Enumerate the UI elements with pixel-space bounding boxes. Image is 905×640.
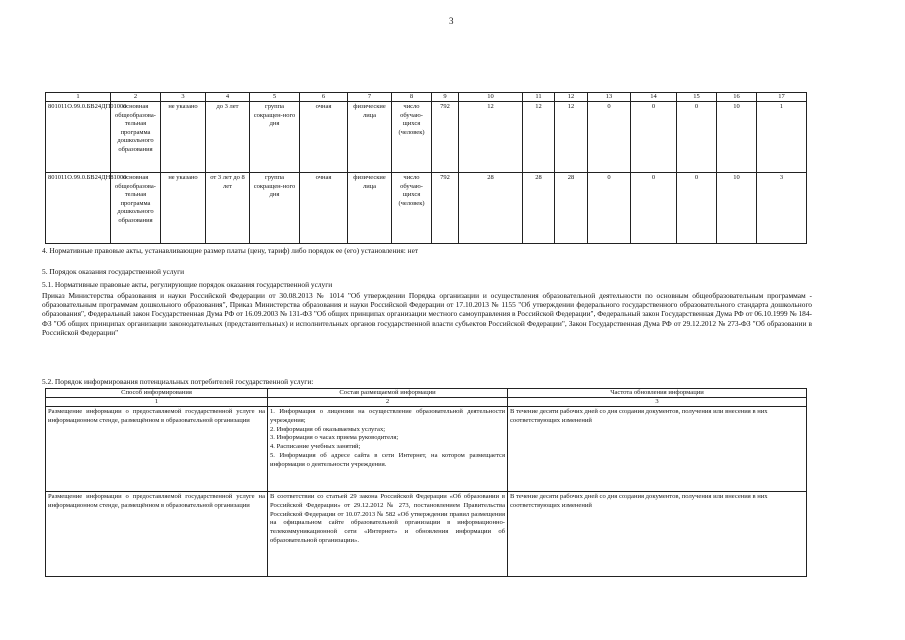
- table-cell: основная общеобразова-тельная программа дошкольного образования: [111, 102, 161, 173]
- table-header-cell: 1: [46, 93, 111, 102]
- table-cell: не указано: [161, 173, 206, 244]
- table-header-cell: 10: [459, 93, 523, 102]
- table-header-row: [46, 93, 807, 102]
- table-number-row: [46, 398, 807, 407]
- table-cell: основная общеобразова-тельная программа дошкольного образования: [111, 173, 161, 244]
- page-number: 3: [449, 16, 454, 26]
- table-cell: 801011О.99.0.БВ24ДП01000: [46, 102, 111, 173]
- table-header-cell: 2: [268, 398, 508, 407]
- table-header-cell: 11: [523, 93, 555, 102]
- table-cell: от 3 лет до 8 лет: [206, 173, 250, 244]
- table-cell-content: В соответствии со статьей 29 закона Российской Федерации «Об образовании в Российской Федерации» от 29.12.2012 № 273, постановлением Правительства Российской Федерации от 10.07.2013 № 582 «Об утверждении правил размещения на официальном сайте образовательной организации в информационно-телекоммуникационной сети «Интернет» и обновления информации об образовательной организации».: [268, 492, 508, 577]
- table-header-cell: 1: [46, 398, 268, 407]
- table-cell: очная: [300, 102, 348, 173]
- table-cell: 0: [631, 173, 677, 244]
- table-cell-method: Размещение информации о предоставляемой государственной услуге на информационном стенде, размещённом в образовательной организации: [46, 492, 268, 577]
- table-cell-frequency: В течение десяти рабочих дней со дня создания документов, получения или внесения в них соответствующих изменений: [508, 492, 807, 577]
- section-5-2-title: 5.2. Порядок информирования потенциальных потребителей государственной услуги:: [42, 377, 314, 386]
- table-header-cell: Состав размещаемой информации: [268, 389, 508, 398]
- indicators-table: [45, 92, 807, 244]
- table-cell: 3: [757, 173, 807, 244]
- table-header-cell: 8: [392, 93, 432, 102]
- section-4-text: 4. Нормативные правовые акты, устанавливающие размер платы (цену, тариф) либо порядок ее (его) установления: нет: [42, 246, 419, 255]
- table-header-cell: 6: [300, 93, 348, 102]
- table-header-cell: 16: [717, 93, 757, 102]
- table-cell: физические лица: [348, 102, 392, 173]
- table-cell: не указано: [161, 102, 206, 173]
- table-header-cell: 5: [250, 93, 300, 102]
- table-cell: 10: [717, 102, 757, 173]
- table-cell: 0: [631, 102, 677, 173]
- table-cell: 1: [757, 102, 807, 173]
- table-header-cell: 7: [348, 93, 392, 102]
- table-cell: группа сокращен-ного дня: [250, 173, 300, 244]
- table-cell: 0: [677, 173, 717, 244]
- table-header-cell: Способ информирования: [46, 389, 268, 398]
- table-header-cell: 17: [757, 93, 807, 102]
- table-cell: число обучаю-щихся (человек): [392, 102, 432, 173]
- table-cell: 801011О.99.0.БВ24ДН81000: [46, 173, 111, 244]
- table-header-cell: 3: [508, 398, 807, 407]
- table-header-cell: 4: [206, 93, 250, 102]
- table-cell: до 3 лет: [206, 102, 250, 173]
- table-header-cell: 14: [631, 93, 677, 102]
- table-cell: число обучаю-щихся (человек): [392, 173, 432, 244]
- table-cell: 28: [523, 173, 555, 244]
- section-5-1-body: Приказ Министерства образования и науки Российской Федерации от 30.08.2013 № 1014 "Об утверждении Порядка организации и осуществления образовательной деятельности по основным общеобразовательным программам - образовательным программам дошкольного образования", Приказ Министерства образования и науки Российской Федерации от 17.10.2013 № 1155 "Об утверждении федерального государственного образовательного стандарта дошкольного образования", Федеральный закон Государственная Дума РФ от 16.09.2003 № 131-ФЗ "Об общих принципах организации местного самоуправления в Российской Федерации", Федеральный закон Государственная Дума РФ от 06.10.1999 № 184-ФЗ "Об общих принципах организации законодательных (представительных) и исполнительных органов государственной власти субъектов Российской Федерации", Закон Государственная Дума РФ от 29.12.2012 № 273-ФЗ "Об образовании в Российской Федерации": [42, 291, 812, 337]
- table-cell: 28: [459, 173, 523, 244]
- table-row: [46, 102, 807, 173]
- table-header-cell: 3: [161, 93, 206, 102]
- section-5-1-title: 5.1. Нормативные правовые акты, регулирующие порядок оказания государственной услуги: [42, 280, 333, 289]
- table-cell-frequency: В течение десяти рабочих дней со дня создания документов, получения или внесения в них соответствующих изменений: [508, 407, 807, 492]
- table-header-cell: 9: [432, 93, 459, 102]
- table-header-cell: 12: [555, 93, 588, 102]
- table-cell: 0: [588, 102, 631, 173]
- section-5-title: 5. Порядок оказания государственной услуги: [42, 267, 185, 276]
- table-header-cell: Частота обновления информации: [508, 389, 807, 398]
- table-cell: физические лица: [348, 173, 392, 244]
- table-row: [46, 492, 807, 577]
- table-header-cell: 2: [111, 93, 161, 102]
- table-cell: очная: [300, 173, 348, 244]
- table-row: [46, 407, 807, 492]
- table-cell: 792: [432, 102, 459, 173]
- table-cell: группа сокращен-ного дня: [250, 102, 300, 173]
- table-cell-content: 1. Информация о лицензии на осуществление образовательной деятельности учреждения; 2. Информация об оказываемых услугах; 3. Информация о часах приема руководителя; 4. Расписание учебных занятий; 5. Информация об адресе сайта в сети Интернет, на котором размещается информация о деятельности учреждения.: [268, 407, 508, 492]
- table-cell: 10: [717, 173, 757, 244]
- table-header-row: [46, 389, 807, 398]
- table-header-cell: 13: [588, 93, 631, 102]
- table-row: [46, 173, 807, 244]
- table-cell: 12: [459, 102, 523, 173]
- table-cell: 28: [555, 173, 588, 244]
- table-cell: 792: [432, 173, 459, 244]
- table-cell: 12: [555, 102, 588, 173]
- table-cell-method: Размещение информации о предоставляемой государственной услуге на информационном стенде, размещённом в образовательной организации: [46, 407, 268, 492]
- table-cell: 12: [523, 102, 555, 173]
- table-cell: 0: [588, 173, 631, 244]
- table-cell: 0: [677, 102, 717, 173]
- information-table: [45, 388, 807, 577]
- table-header-cell: 15: [677, 93, 717, 102]
